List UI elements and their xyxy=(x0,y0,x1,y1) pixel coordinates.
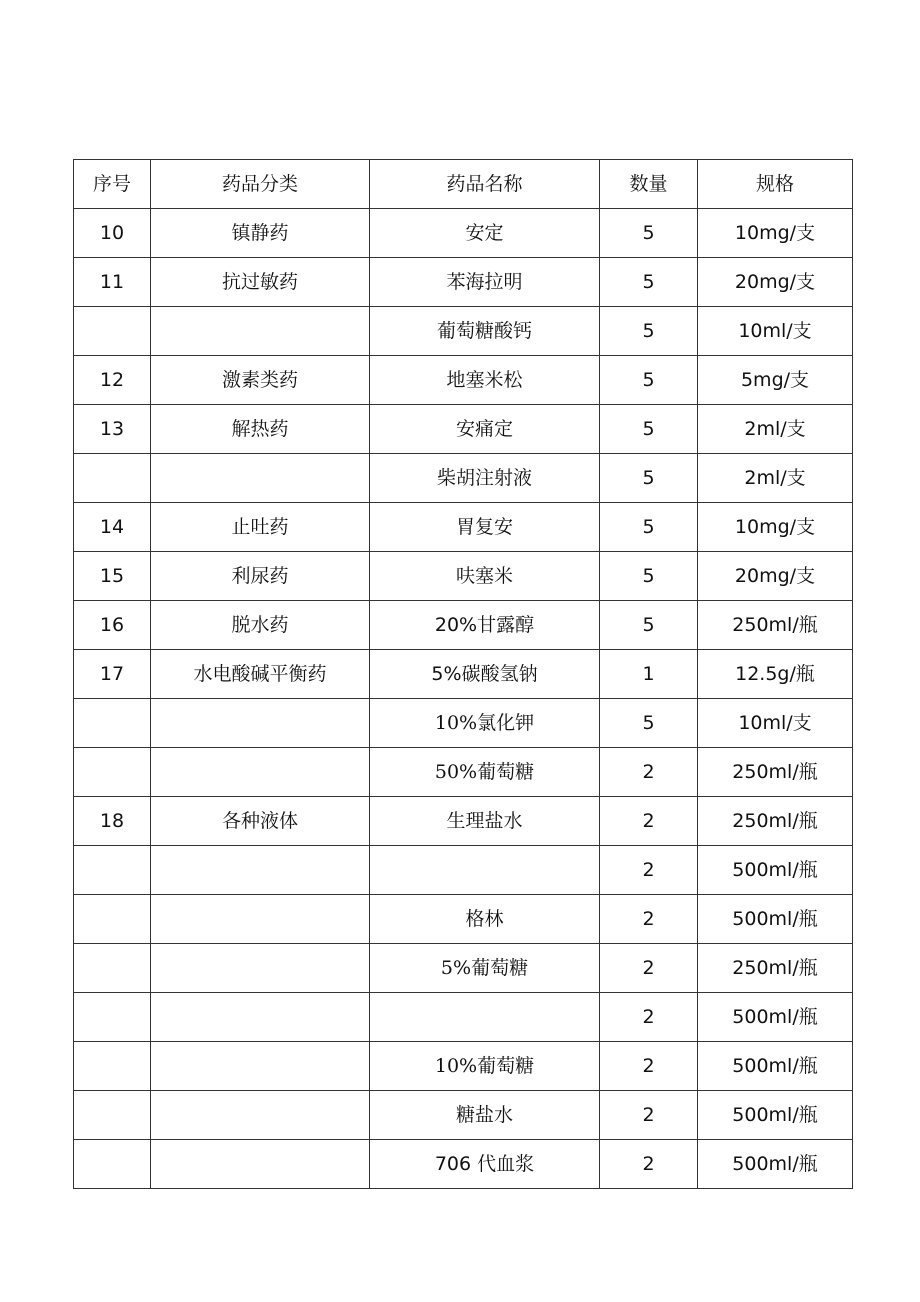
cell-name: 20%甘露醇 xyxy=(370,601,600,650)
cell-qty: 5 xyxy=(600,356,698,405)
cell-spec: 250ml/瓶 xyxy=(698,601,853,650)
table-row xyxy=(74,846,853,895)
cell-spec: 500ml/瓶 xyxy=(698,1091,853,1140)
cell-no xyxy=(74,895,151,944)
cell-name: 糖盐水 xyxy=(370,1091,600,1140)
cell-no xyxy=(74,846,151,895)
table-row xyxy=(74,748,853,797)
cell-spec: 10ml/支 xyxy=(698,307,853,356)
cell-no: 10 xyxy=(74,209,151,258)
cell-qty: 1 xyxy=(600,650,698,699)
table-row xyxy=(74,405,853,454)
cell-no: 17 xyxy=(74,650,151,699)
table-row xyxy=(74,503,853,552)
cell-name: 安定 xyxy=(370,209,600,258)
cell-category xyxy=(151,895,370,944)
header-spec: 规格 xyxy=(698,160,853,209)
cell-category: 利尿药 xyxy=(151,552,370,601)
cell-name: 生理盐水 xyxy=(370,797,600,846)
cell-no: 11 xyxy=(74,258,151,307)
cell-spec: 10mg/支 xyxy=(698,209,853,258)
cell-qty: 2 xyxy=(600,846,698,895)
cell-category xyxy=(151,1042,370,1091)
cell-category: 抗过敏药 xyxy=(151,258,370,307)
table-row xyxy=(74,993,853,1042)
cell-category: 水电酸碱平衡药 xyxy=(151,650,370,699)
cell-qty: 5 xyxy=(600,601,698,650)
cell-category xyxy=(151,454,370,503)
table-row xyxy=(74,356,853,405)
cell-category xyxy=(151,993,370,1042)
cell-no: 12 xyxy=(74,356,151,405)
drug-list-table xyxy=(73,159,853,1189)
table-row xyxy=(74,1042,853,1091)
table-body xyxy=(74,209,853,1189)
cell-no xyxy=(74,699,151,748)
table-row xyxy=(74,258,853,307)
table-row xyxy=(74,699,853,748)
table-row xyxy=(74,601,853,650)
cell-category: 止吐药 xyxy=(151,503,370,552)
cell-spec: 20mg/支 xyxy=(698,258,853,307)
cell-qty: 5 xyxy=(600,209,698,258)
cell-category xyxy=(151,846,370,895)
table-row xyxy=(74,650,853,699)
cell-no xyxy=(74,1091,151,1140)
cell-category: 激素类药 xyxy=(151,356,370,405)
cell-qty: 2 xyxy=(600,1140,698,1189)
cell-qty: 5 xyxy=(600,258,698,307)
cell-name: 706 代血浆 xyxy=(370,1140,600,1189)
cell-spec: 12.5g/瓶 xyxy=(698,650,853,699)
cell-qty: 5 xyxy=(600,307,698,356)
cell-no: 14 xyxy=(74,503,151,552)
cell-name: 50%葡萄糖 xyxy=(370,748,600,797)
header-name: 药品名称 xyxy=(370,160,600,209)
cell-no xyxy=(74,944,151,993)
cell-qty: 5 xyxy=(600,503,698,552)
cell-spec: 250ml/瓶 xyxy=(698,748,853,797)
table-row xyxy=(74,454,853,503)
cell-category xyxy=(151,699,370,748)
table-row xyxy=(74,1140,853,1189)
table-row xyxy=(74,209,853,258)
cell-qty: 2 xyxy=(600,1042,698,1091)
header-no: 序号 xyxy=(74,160,151,209)
header-category: 药品分类 xyxy=(151,160,370,209)
cell-no: 16 xyxy=(74,601,151,650)
cell-qty: 2 xyxy=(600,1091,698,1140)
cell-spec: 2ml/支 xyxy=(698,454,853,503)
cell-qty: 2 xyxy=(600,895,698,944)
cell-name: 10%氯化钾 xyxy=(370,699,600,748)
cell-name: 苯海拉明 xyxy=(370,258,600,307)
cell-qty: 5 xyxy=(600,405,698,454)
table-row xyxy=(74,797,853,846)
cell-no xyxy=(74,454,151,503)
cell-qty: 2 xyxy=(600,748,698,797)
header-qty: 数量 xyxy=(600,160,698,209)
cell-qty: 2 xyxy=(600,797,698,846)
cell-spec: 10ml/支 xyxy=(698,699,853,748)
cell-no xyxy=(74,307,151,356)
cell-spec: 250ml/瓶 xyxy=(698,797,853,846)
cell-name: 5%碳酸氢钠 xyxy=(370,650,600,699)
cell-no xyxy=(74,748,151,797)
cell-category xyxy=(151,1140,370,1189)
table-row xyxy=(74,944,853,993)
table-row xyxy=(74,307,853,356)
cell-no: 13 xyxy=(74,405,151,454)
cell-no: 15 xyxy=(74,552,151,601)
cell-spec: 5mg/支 xyxy=(698,356,853,405)
cell-name xyxy=(370,993,600,1042)
cell-name: 柴胡注射液 xyxy=(370,454,600,503)
cell-spec: 500ml/瓶 xyxy=(698,1140,853,1189)
cell-name: 格林 xyxy=(370,895,600,944)
cell-spec: 500ml/瓶 xyxy=(698,993,853,1042)
cell-name: 葡萄糖酸钙 xyxy=(370,307,600,356)
cell-qty: 2 xyxy=(600,993,698,1042)
cell-name xyxy=(370,846,600,895)
cell-spec: 2ml/支 xyxy=(698,405,853,454)
cell-name: 10%葡萄糖 xyxy=(370,1042,600,1091)
cell-category: 各种液体 xyxy=(151,797,370,846)
cell-spec: 10mg/支 xyxy=(698,503,853,552)
cell-spec: 500ml/瓶 xyxy=(698,846,853,895)
cell-qty: 5 xyxy=(600,699,698,748)
cell-category xyxy=(151,748,370,797)
cell-name: 安痛定 xyxy=(370,405,600,454)
table-row xyxy=(74,552,853,601)
cell-no: 18 xyxy=(74,797,151,846)
cell-spec: 250ml/瓶 xyxy=(698,944,853,993)
cell-category: 镇静药 xyxy=(151,209,370,258)
cell-qty: 5 xyxy=(600,552,698,601)
cell-category xyxy=(151,1091,370,1140)
cell-category xyxy=(151,944,370,993)
cell-qty: 2 xyxy=(600,944,698,993)
cell-name: 呋塞米 xyxy=(370,552,600,601)
cell-name: 胃复安 xyxy=(370,503,600,552)
cell-no xyxy=(74,1140,151,1189)
cell-category xyxy=(151,307,370,356)
table-row xyxy=(74,895,853,944)
table-row xyxy=(74,1091,853,1140)
cell-no xyxy=(74,1042,151,1091)
cell-qty: 5 xyxy=(600,454,698,503)
cell-spec: 20mg/支 xyxy=(698,552,853,601)
cell-category: 解热药 xyxy=(151,405,370,454)
cell-name: 5%葡萄糖 xyxy=(370,944,600,993)
cell-category: 脱水药 xyxy=(151,601,370,650)
cell-spec: 500ml/瓶 xyxy=(698,1042,853,1091)
cell-name: 地塞米松 xyxy=(370,356,600,405)
cell-spec: 500ml/瓶 xyxy=(698,895,853,944)
cell-no xyxy=(74,993,151,1042)
header-row xyxy=(74,160,853,209)
